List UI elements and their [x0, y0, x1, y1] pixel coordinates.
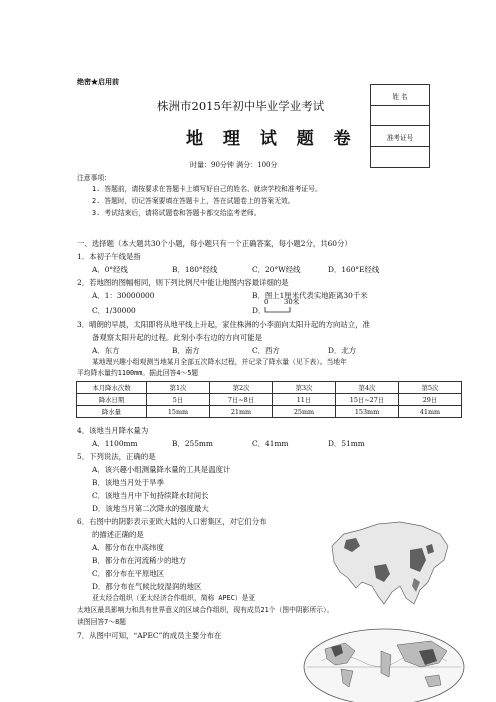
table-cell: 153mm: [336, 406, 399, 418]
option-b: B．180°经线: [172, 265, 218, 274]
name-label-row: [371, 85, 429, 106]
eurasia-population-map: [326, 516, 452, 614]
option-d: D．160°E经线: [328, 265, 380, 274]
table-cell: 11日: [273, 394, 336, 406]
option-a: A．都分布在中高纬度: [92, 543, 164, 552]
table-cell: 第1次: [147, 382, 210, 394]
table-row: [77, 394, 462, 406]
scale-bar-icon: [264, 306, 292, 314]
table-cell: 降水日期: [77, 394, 147, 406]
scale-end-label: 30米: [284, 298, 300, 306]
option-a: A．东方: [92, 346, 120, 355]
student-info-box: [370, 84, 430, 168]
option-d: D．: [252, 306, 266, 315]
option-d: D．该地当月第二次降水的强度最大: [92, 504, 209, 513]
option-a: A．1：30000000: [92, 291, 155, 300]
question-stem: 7．从图中可知，“APEC”的成员主要分布在: [77, 631, 222, 640]
table-cell: 41mm: [399, 406, 462, 418]
question-stem: 6．右图中的阴影表示亚欧大陆的人口密集区，对它们分布: [77, 517, 267, 526]
option-d: D．北方: [328, 346, 357, 355]
table-cell: 15日~27日: [336, 394, 399, 406]
table-cell: 25mm: [273, 406, 336, 418]
question-stem-cont: 备观察太阳升起的过程。此刻小李右边的方向可能是: [92, 333, 262, 342]
option-c: C．西方: [252, 346, 280, 355]
notice-item: 3. 考试结束后，请将试题卷和答题卡都交给监考老师。: [92, 209, 261, 217]
rainfall-table: [76, 381, 462, 418]
table-cell: 第4次: [336, 382, 399, 394]
table-cell: 第3次: [273, 382, 336, 394]
exam-title: 株洲市2015年初中毕业学业考试: [157, 99, 325, 113]
time-and-score: 时量：90分钟 满分：100分: [190, 161, 278, 169]
option-a: A．1100mm: [92, 439, 138, 448]
confidential-mark: 绝密★启用前: [77, 77, 119, 86]
question-stem: 1．本初子午线是指: [77, 252, 141, 261]
passage-text: 亚太经合组织（亚太经济合作组织，简称 APEC）是亚: [92, 594, 256, 602]
notice-item: 1. 答题前，请按要求在答题卡上填写好自己的姓名、就读学校和准考证号。: [92, 185, 322, 193]
table-cell: 降水量: [77, 406, 147, 418]
table-cell: 21mm: [210, 406, 273, 418]
id-field[interactable]: [371, 147, 429, 167]
passage-text: 平均降水量约1100mm。据此回答4～5题: [77, 369, 199, 377]
name-label: 姓 名: [392, 93, 408, 101]
question-stem: 3．晴朗的早晨，太阳即将从地平线上升起，家住株洲的小李面向太阳升起的方向站立，准: [77, 320, 370, 329]
question-stem: 5．下列说法，正确的是: [77, 452, 156, 461]
passage-text: 太地区最具影响力和具有世界意义的区域合作组织，现有成员21个（图中阴影所示）。: [77, 606, 334, 614]
table-cell: 29日: [399, 394, 462, 406]
table-row: [77, 406, 462, 418]
notice-title: 注意事项：: [77, 174, 111, 182]
option-d: D．51mm: [328, 439, 365, 448]
option-c: C．20°W经线: [252, 265, 301, 274]
question-stem: 2．若地图的图幅相同，则下列比例尺中能让地图内容最详细的是: [77, 278, 289, 287]
question-stem: 4．该地当月降水量为: [77, 426, 149, 435]
name-field[interactable]: [371, 106, 429, 126]
option-b: B．255mm: [172, 439, 213, 448]
passage-text: 某地理兴趣小组观测当地某月全部五次降水过程，并记录了降水量（见下表）。当地年: [92, 358, 347, 366]
section-heading: 一、选择题（本大题共30个小题，每小题只有一个正确答案，每小题2分，共60分）: [77, 239, 352, 248]
option-c: C．都分布在平原地区: [92, 569, 165, 578]
notice-item: 2. 答题时，切记答案要填在答题卡上，答在试题卷上的答案无效。: [92, 197, 295, 205]
option-a: A．0°经线: [92, 265, 128, 274]
option-c: C．41mm: [252, 439, 289, 448]
option-d: D．都分布在气候比较湿润的地区: [92, 582, 202, 591]
option-b: B．图上1厘米代表实地距离30千米: [252, 291, 368, 300]
option-b: B．该地当月处于旱季: [92, 478, 164, 487]
table-cell: 第5次: [399, 382, 462, 394]
option-a: A．该兴趣小组测量降水量的工具是温度计: [92, 465, 231, 474]
id-label-row: [371, 126, 429, 147]
apec-world-map: [301, 621, 467, 702]
table-cell: 本月降水次数: [77, 382, 147, 394]
subject-title: 地 理 试 题 卷: [186, 129, 358, 149]
option-b: B．南方: [172, 346, 200, 355]
scale-zero-label: 0: [264, 298, 269, 306]
table-cell: 15mm: [147, 406, 210, 418]
option-c: C．该地当月中下旬持续降水时间长: [92, 491, 209, 500]
table-cell: 7日~8日: [210, 394, 273, 406]
id-label: 准考证号: [386, 134, 414, 142]
table-cell: 第2次: [210, 382, 273, 394]
table-header-row: [77, 382, 462, 394]
question-stem-cont: 的描述正确的是: [92, 530, 144, 539]
option-b: B．都分布在河流稀少的地方: [92, 556, 187, 565]
passage-text: 读图回答7～8题: [77, 618, 126, 626]
option-c: C．1/30000: [92, 306, 136, 315]
table-cell: 5日: [147, 394, 210, 406]
